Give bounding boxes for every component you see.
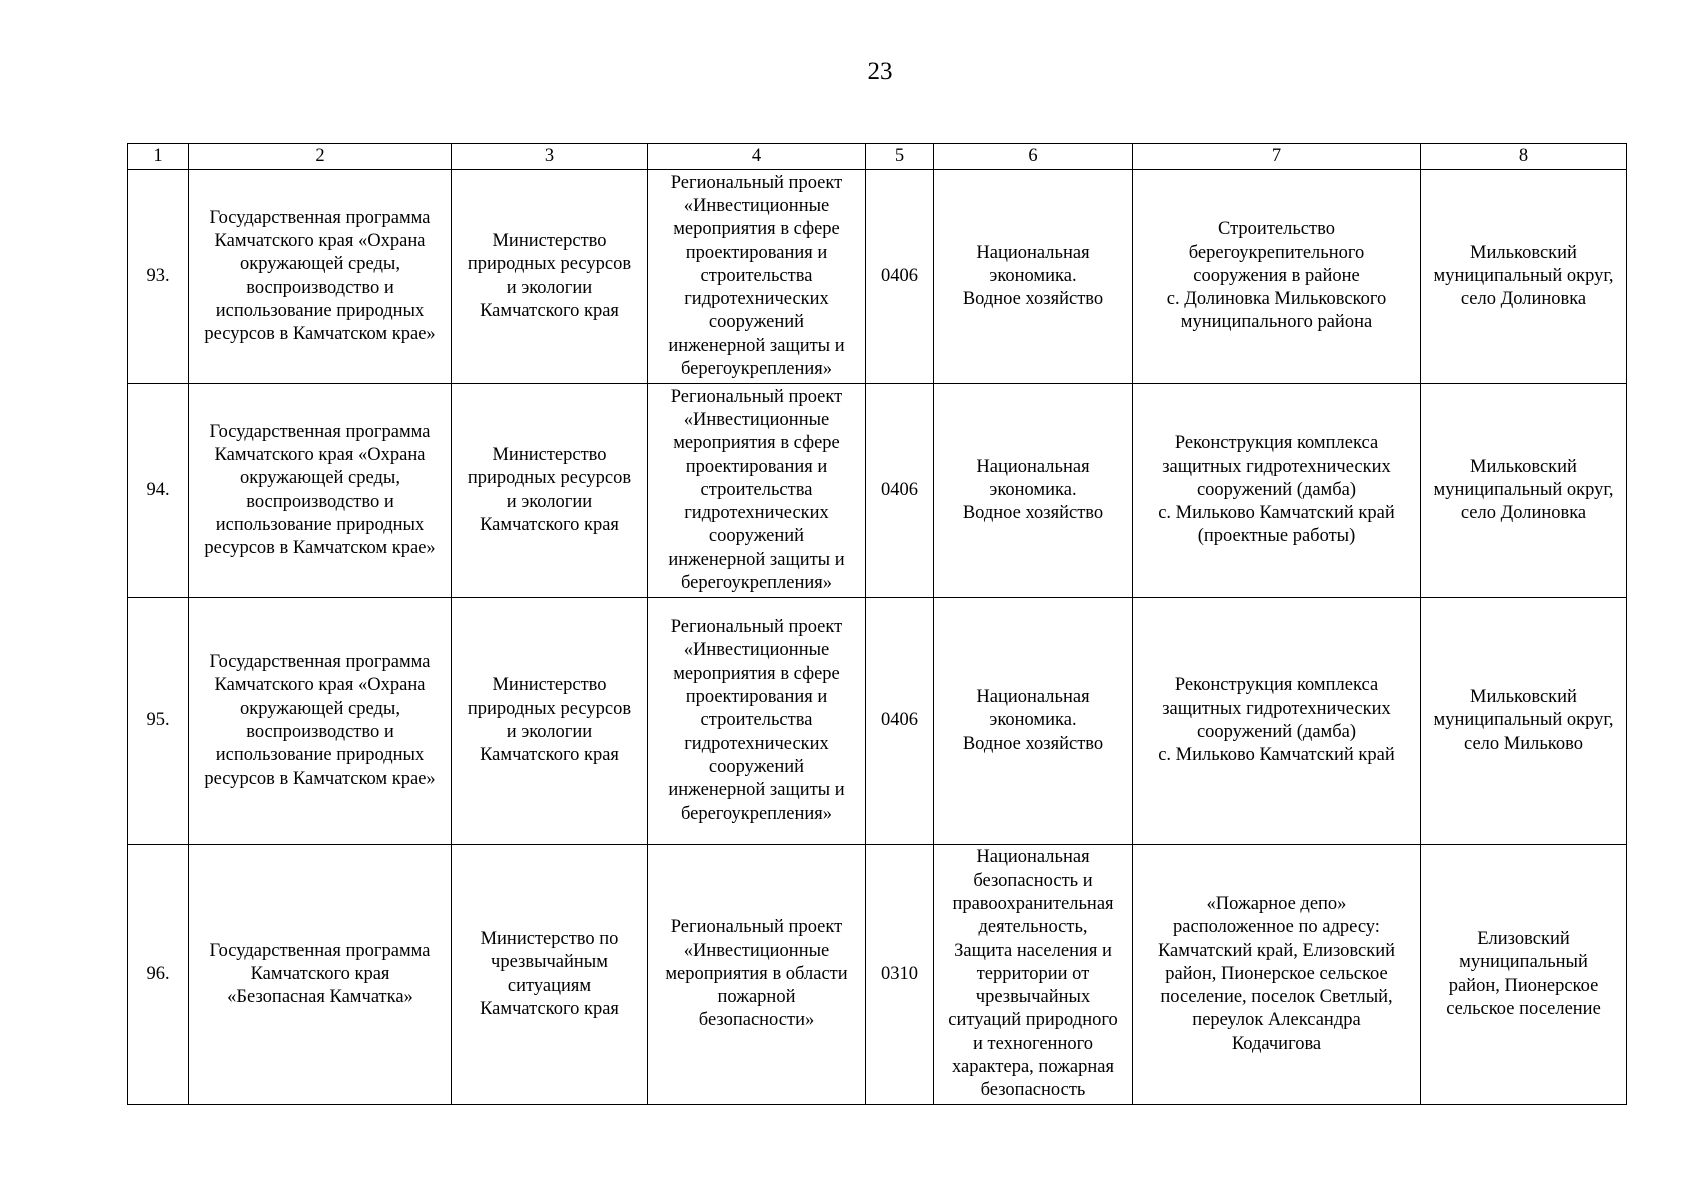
location-cell: Мильковский муниципальный округ, село Долиновка (1421, 384, 1627, 598)
column-header-7: 7 (1133, 144, 1421, 170)
program-cell: Государственная программа Камчатского края «Охрана окружающей среды, воспроизводство и использование природных ресурсов в Камчатском крае» (189, 384, 452, 598)
location-cell: Мильковский муниципальный округ, село Долиновка (1421, 170, 1627, 384)
section-cell: Национальная экономика. Водное хозяйство (934, 598, 1133, 845)
data-table (127, 143, 1627, 1105)
column-header-6: 6 (934, 144, 1133, 170)
table-row (128, 598, 1627, 845)
object-cell: «Пожарное депо» расположенное по адресу: Камчатский край, Елизовский район, Пионерское сельское поселение, поселок Светлый, переулок Александра Кодачигова (1133, 845, 1421, 1105)
project-cell: Региональный проект «Инвестиционные мероприятия в области пожарной безопасности» (648, 845, 866, 1105)
column-header-4: 4 (648, 144, 866, 170)
project-cell: Региональный проект «Инвестиционные мероприятия в сфере проектирования и строительства гидротехнических сооружений инженерной защиты и берегоукрепления» (648, 384, 866, 598)
code-cell: 0310 (866, 845, 934, 1105)
project-cell: Региональный проект «Инвестиционные мероприятия в сфере проектирования и строительства гидротехнических сооружений инженерной защиты и берегоукрепления» (648, 598, 866, 845)
column-header-3: 3 (452, 144, 648, 170)
code-cell: 0406 (866, 598, 934, 845)
page-number: 23 (867, 58, 893, 85)
object-cell: Реконструкция комплекса защитных гидротехнических сооружений (дамба) с. Мильково Камчатский край (проектные работы) (1133, 384, 1421, 598)
section-cell: Национальная безопасность и правоохранительная деятельность, Защита населения и территории от чрезвычайных ситуаций природного и техногенного характера, пожарная безопасность (934, 845, 1133, 1105)
program-cell: Государственная программа Камчатского края «Безопасная Камчатка» (189, 845, 452, 1105)
table-row (128, 845, 1627, 1105)
project-cell: Региональный проект «Инвестиционные мероприятия в сфере проектирования и строительства гидротехнических сооружений инженерной защиты и берегоукрепления» (648, 170, 866, 384)
program-cell: Государственная программа Камчатского края «Охрана окружающей среды, воспроизводство и использование природных ресурсов в Камчатском крае» (189, 598, 452, 845)
object-cell: Реконструкция комплекса защитных гидротехнических сооружений (дамба) с. Мильково Камчатский край (1133, 598, 1421, 845)
table-row (128, 170, 1627, 384)
column-header-5: 5 (866, 144, 934, 170)
location-cell: Елизовский муниципальный район, Пионерское сельское поселение (1421, 845, 1627, 1105)
row-number-cell: 93. (128, 170, 189, 384)
row-number-cell: 94. (128, 384, 189, 598)
code-cell: 0406 (866, 170, 934, 384)
ministry-cell: Министерство по чрезвычайным ситуациям Камчатского края (452, 845, 648, 1105)
program-cell: Государственная программа Камчатского края «Охрана окружающей среды, воспроизводство и использование природных ресурсов в Камчатском крае» (189, 170, 452, 384)
column-header-2: 2 (189, 144, 452, 170)
column-header-8: 8 (1421, 144, 1627, 170)
ministry-cell: Министерство природных ресурсов и экологии Камчатского края (452, 598, 648, 845)
table-header-row (128, 144, 1627, 170)
code-cell: 0406 (866, 384, 934, 598)
section-cell: Национальная экономика. Водное хозяйство (934, 170, 1133, 384)
ministry-cell: Министерство природных ресурсов и экологии Камчатского края (452, 170, 648, 384)
object-cell: Строительство берегоукрепительного сооружения в районе с. Долиновка Мильковского муниципального района (1133, 170, 1421, 384)
row-number-cell: 96. (128, 845, 189, 1105)
section-cell: Национальная экономика. Водное хозяйство (934, 384, 1133, 598)
table-row (128, 384, 1627, 598)
column-header-1: 1 (128, 144, 189, 170)
ministry-cell: Министерство природных ресурсов и экологии Камчатского края (452, 384, 648, 598)
location-cell: Мильковский муниципальный округ, село Мильково (1421, 598, 1627, 845)
row-number-cell: 95. (128, 598, 189, 845)
